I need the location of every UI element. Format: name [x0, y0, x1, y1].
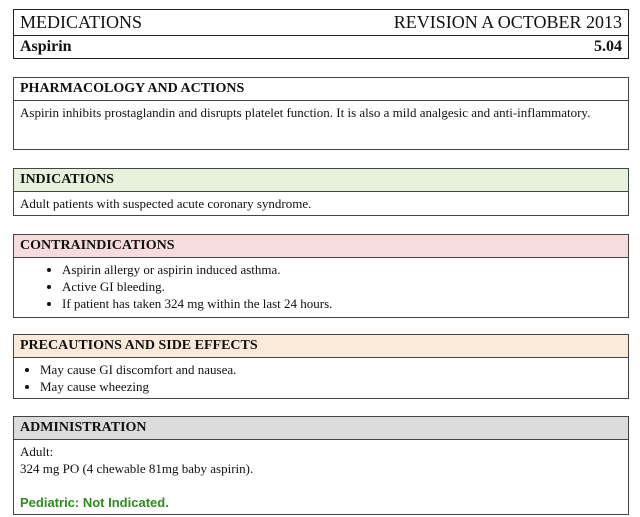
indications-section: [13, 168, 629, 216]
indications-title: INDICATIONS: [14, 169, 628, 192]
list-item: • Aspirin allergy or aspirin induced asthma.: [62, 261, 622, 278]
pharmacology-title: PHARMACOLOGY AND ACTIONS: [14, 78, 628, 101]
adult-dose: 324 mg PO (4 chewable 81mg baby aspirin).: [20, 461, 254, 476]
list-item: • If patient has taken 324 mg within the last 24 hours.: [62, 295, 622, 312]
adult-label: Adult:: [20, 444, 54, 459]
protocol-header: [13, 9, 629, 59]
list-item: • May cause GI discomfort and nausea.: [40, 361, 622, 378]
pharmacology-section: [13, 77, 629, 150]
pediatric-note: Pediatric: Not Indicated.: [20, 495, 169, 510]
header-top-row: [14, 10, 628, 36]
category-label: MEDICATIONS: [20, 12, 143, 32]
precautions-title: PRECAUTIONS AND SIDE EFFECTS: [14, 335, 628, 358]
precautions-section: [13, 334, 629, 399]
list-item: • Active GI bleeding.: [62, 278, 622, 295]
indications-text: Adult patients with suspected acute coronary syndrome.: [20, 196, 312, 211]
pharmacology-text: Aspirin inhibits prostaglandin and disrupts platelet function. It is also a mild analgesic and anti-inflammatory.: [20, 105, 591, 120]
contraindications-title: CONTRAINDICATIONS: [14, 235, 628, 258]
administration-body: [14, 440, 628, 515]
precautions-list: [20, 361, 622, 395]
administration-title: ADMINISTRATION: [14, 417, 628, 440]
contraindications-section: [13, 234, 629, 318]
precautions-body: [14, 358, 628, 399]
administration-section: [13, 416, 629, 515]
revision-label: REVISION A OCTOBER 2013: [393, 12, 622, 32]
drug-name: Aspirin: [20, 38, 72, 55]
list-item: • May cause wheezing: [40, 378, 622, 395]
contraindications-body: [14, 258, 628, 316]
protocol-number: 5.04: [594, 38, 622, 55]
contraindications-list: [20, 261, 622, 312]
